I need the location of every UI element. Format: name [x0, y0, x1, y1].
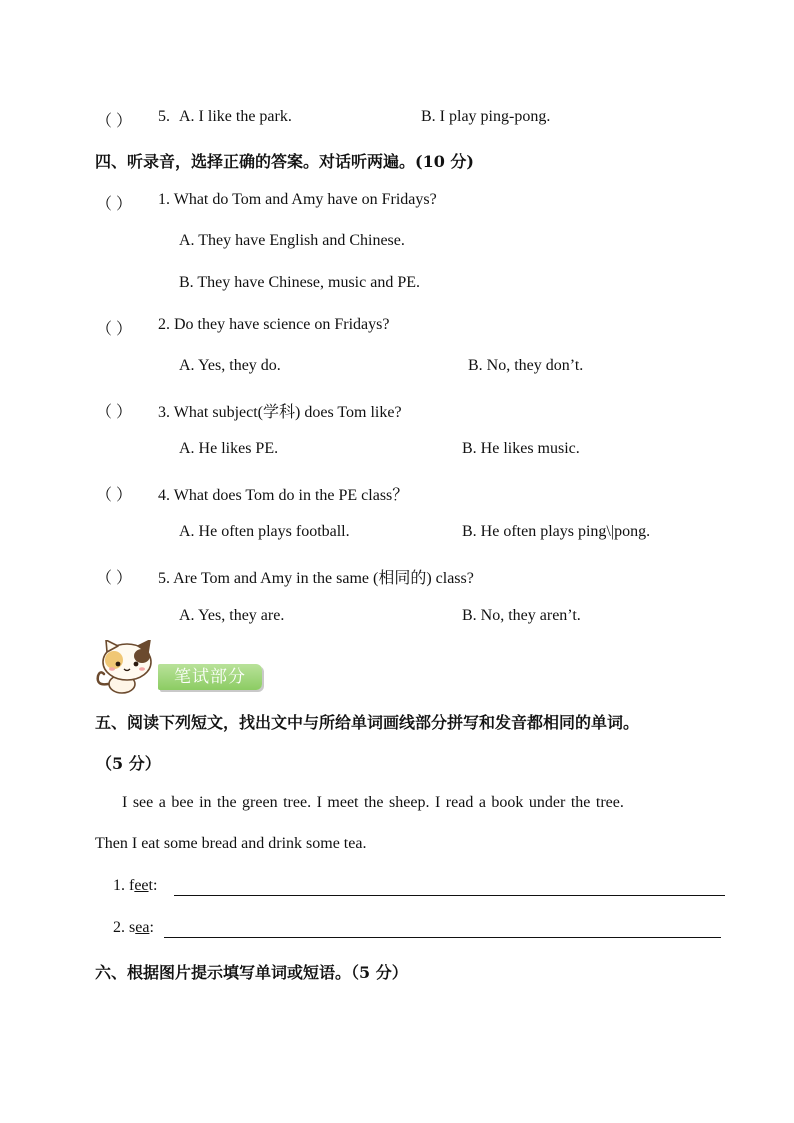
answer-paren[interactable]: （ ） [96, 196, 133, 213]
question-text: 3. What subject(学科) does Tom like? [158, 404, 402, 421]
section5-heading: 五、阅读下列短文，找出文中与所给单词画线部分拼写和发音都相同的单词。 [95, 713, 640, 732]
answer-paren[interactable]: （ ） [96, 321, 133, 338]
item-number: 1. [113, 877, 129, 894]
option-a: A. He likes PE. [179, 440, 279, 457]
question-text: 4. What does Tom do in the PE class？ [158, 487, 409, 504]
underlined-letters: ea [135, 919, 150, 936]
word-suffix: : [149, 919, 154, 936]
question-text: 5. Are Tom and Amy in the same (相同的) class? [158, 570, 474, 587]
section6-heading: 六、根据图片提示填写单词或短语。（5 分） [95, 963, 408, 982]
section5-score: （5 分） [96, 754, 161, 773]
answer-paren[interactable]: （ ） [96, 487, 133, 504]
option-a: A. Yes, they do. [179, 357, 281, 374]
option-b: B. No, they aren’t. [462, 607, 581, 624]
word-suffix: t: [148, 877, 158, 894]
option-a: A. I like the park. [179, 108, 292, 125]
question-number: 5. [158, 108, 170, 125]
option-b: B. He likes music. [462, 440, 580, 457]
reading-passage-line-1: I see a bee in the green tree. I meet the sheep. I read a book under the tree. [122, 794, 624, 811]
answer-blank-1[interactable] [174, 895, 725, 896]
answer-paren[interactable]: （ ） [96, 113, 133, 130]
question-text: 1. What do Tom and Amy have on Fridays? [158, 191, 437, 208]
option-a: A. They have English and Chinese. [179, 232, 405, 249]
answer-paren[interactable]: （ ） [96, 404, 133, 421]
fill-item-2 [113, 919, 154, 937]
option-a: A. He often plays football. [179, 523, 350, 540]
option-b: B. I play ping-pong. [421, 108, 551, 125]
answer-blank-2[interactable] [164, 937, 721, 938]
word-prefix: s [129, 919, 136, 936]
reading-passage-line-2: Then I eat some bread and drink some tea. [95, 835, 367, 852]
written-part-label: 笔试部分 [158, 664, 262, 690]
item-number: 2. [113, 919, 129, 936]
underlined-letters: ee [134, 877, 149, 894]
fill-item-1 [113, 877, 157, 895]
option-a: A. Yes, they are. [179, 607, 285, 624]
option-b: B. He often plays ping\|pong. [462, 523, 651, 540]
option-b: B. They have Chinese, music and PE. [179, 274, 420, 291]
cat-mascot-icon [94, 640, 160, 694]
word-prefix: f [129, 877, 135, 894]
question-text: 2. Do they have science on Fridays? [158, 316, 390, 333]
answer-paren[interactable]: （ ） [96, 570, 133, 587]
section4-heading: 四、听录音，选择正确的答案。对话听两遍。(10 分) [95, 152, 474, 171]
option-b: B. No, they don’t. [468, 357, 584, 374]
